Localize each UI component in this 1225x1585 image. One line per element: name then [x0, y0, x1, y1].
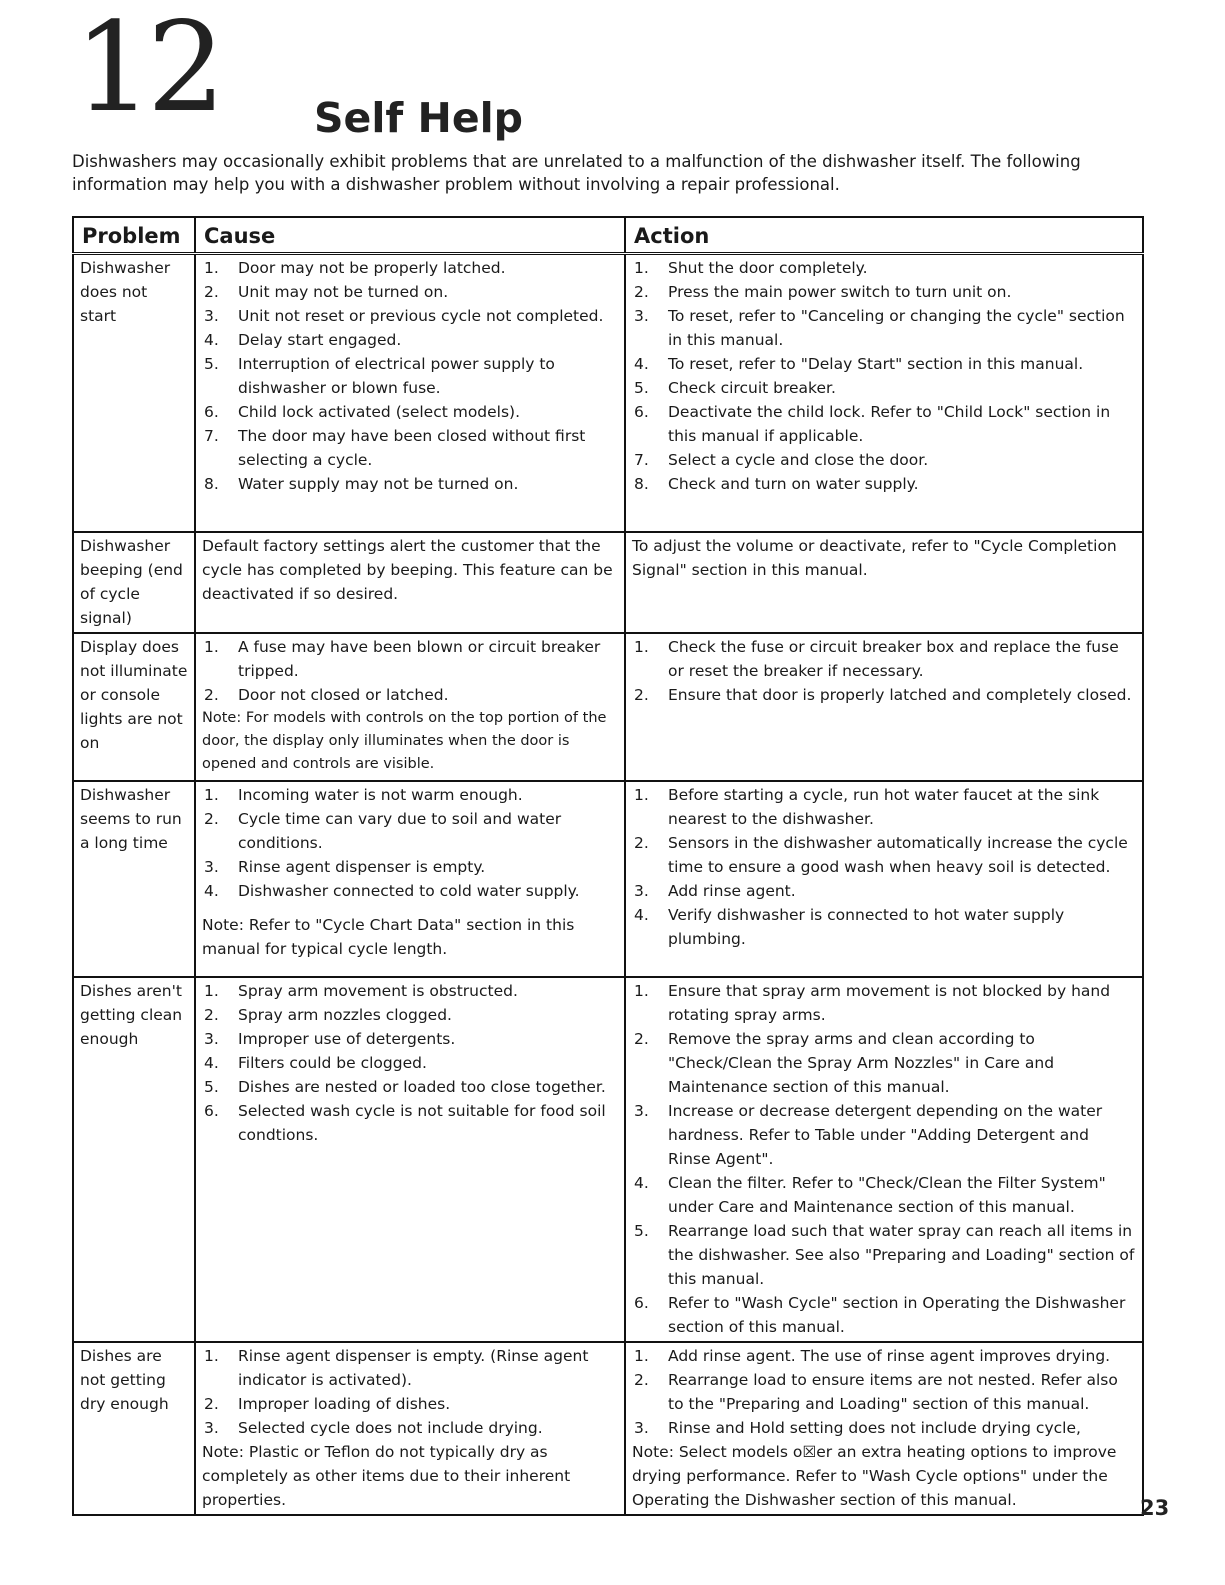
- list-item: 2. Spray arm nozzles clogged.: [204, 1005, 452, 1024]
- header-cause: Cause: [195, 217, 625, 254]
- list-item: 2. Improper loading of dishes.: [204, 1394, 451, 1413]
- cause-note: Note: For models with controls on the top portion of the door, the display only illuminates when the door is opened and controls are visible.: [202, 709, 607, 772]
- action-cell: [625, 532, 1143, 633]
- cause-text: Improper loading of dishes.: [238, 1394, 451, 1413]
- cause-text: Rinse agent dispenser is empty. (Rinse agent indicator is activated).: [238, 1346, 589, 1389]
- list-item: 2. Rearrange load to ensure items are not nested. Refer also to the "Preparing and Loading" section of this manual.: [634, 1370, 1118, 1413]
- problem-cell: Dishwasher does not start: [73, 254, 195, 532]
- cause-text: Unit not reset or previous cycle not completed.: [238, 307, 604, 325]
- cause-text: Spray arm nozzles clogged.: [238, 1005, 452, 1024]
- list-item: 1. Incoming water is not warm enough.: [204, 785, 523, 804]
- list-item: 2. Unit may not be turned on.: [204, 283, 449, 301]
- table-row: [73, 532, 1143, 633]
- cause-text: Child lock activated (select models).: [238, 403, 521, 421]
- list-item: 2. Ensure that door is properly latched and completely closed.: [634, 685, 1132, 704]
- list-item: 4. Filters could be clogged.: [204, 1053, 427, 1072]
- action-text: To reset, refer to "Delay Start" section in this manual.: [668, 355, 1084, 373]
- list-item: 4. Clean the filter. Refer to "Check/Clean the Filter System" under Care and Maintenance section of this manual.: [634, 1173, 1106, 1216]
- cause-text: Selected cycle does not include drying.: [238, 1418, 543, 1437]
- cause-list: [202, 635, 618, 707]
- table-row: [73, 633, 1143, 781]
- cause-text: Selected wash cycle is not suitable for food soil condtions.: [238, 1101, 606, 1144]
- list-item: 6. Child lock activated (select models).: [204, 403, 521, 421]
- list-item: 3. Add rinse agent.: [634, 881, 796, 900]
- cause-text: The door may have been closed without first selecting a cycle.: [238, 427, 586, 469]
- action-text: Deactivate the child lock. Refer to "Child Lock" section in this manual if applicable.: [668, 403, 1111, 445]
- list-item: 2. Door not closed or latched.: [204, 685, 449, 704]
- cause-text: Door not closed or latched.: [238, 685, 449, 704]
- cause-text: Default factory settings alert the customer that the cycle has completed by beeping. This feature can be deactivated if so desired.: [202, 536, 613, 603]
- cause-text: Water supply may not be turned on.: [238, 475, 519, 493]
- list-item: 5. Dishes are nested or loaded too close together.: [204, 1077, 606, 1096]
- list-item: 2. Sensors in the dishwasher automatically increase the cycle time to ensure a good wash when heavy soil is detected.: [634, 833, 1128, 876]
- action-list: [632, 256, 1136, 496]
- action-text: Remove the spray arms and clean according to "Check/Clean the Spray Arm Nozzles" in Care and Maintenance section of this manual.: [668, 1029, 1055, 1096]
- problem-cell: Dishwasher seems to run a long time: [73, 781, 195, 977]
- action-text: Sensors in the dishwasher automatically increase the cycle time to ensure a good wash when heavy soil is detected.: [668, 833, 1128, 876]
- action-text: Ensure that spray arm movement is not blocked by hand rotating spray arms.: [668, 981, 1111, 1024]
- action-text: Increase or decrease detergent depending on the water hardness. Refer to Table under "Adding Detergent and Rinse Agent".: [668, 1101, 1103, 1168]
- action-text: Press the main power switch to turn unit on.: [668, 283, 1012, 301]
- cause-cell: [195, 1342, 625, 1515]
- page-title: Self Help: [314, 94, 524, 142]
- list-item: 6. Refer to "Wash Cycle" section in Operating the Dishwasher section of this manual.: [634, 1293, 1126, 1336]
- cause-text: Interruption of electrical power supply to dishwasher or blown fuse.: [238, 355, 555, 397]
- cause-text: Unit may not be turned on.: [238, 283, 449, 301]
- cause-cell: [195, 532, 625, 633]
- cause-list: [202, 256, 618, 496]
- list-item: 4. Verify dishwasher is connected to hot water supply plumbing.: [634, 905, 1065, 948]
- action-list: [632, 979, 1136, 1339]
- list-item: 2. Remove the spray arms and clean according to "Check/Clean the Spray Arm Nozzles" in Care and Maintenance section of this manual.: [634, 1029, 1055, 1096]
- action-text: Check and turn on water supply.: [668, 475, 919, 493]
- action-text: Rearrange load to ensure items are not nested. Refer also to the "Preparing and Loading" section of this manual.: [668, 1370, 1118, 1413]
- action-cell: [625, 254, 1143, 532]
- intro-paragraph: Dishwashers may occasionally exhibit problems that are unrelated to a malfunction of the dishwasher itself. The following information may help you with a dishwasher problem without involving a repair professional.: [72, 152, 1081, 194]
- list-item: 1. Add rinse agent. The use of rinse agent improves drying.: [634, 1346, 1111, 1365]
- action-text: Clean the filter. Refer to "Check/Clean the Filter System" under Care and Maintenance section of this manual.: [668, 1173, 1106, 1216]
- list-item: 3. Rinse and Hold setting does not include drying cycle,: [634, 1418, 1081, 1437]
- action-note: Note: Select models o☒er an extra heating options to improve drying performance. Refer to "Wash Cycle options" under the Operating the Dishwasher section of this manual.: [632, 1442, 1117, 1509]
- list-item: 1. Before starting a cycle, run hot water faucet at the sink nearest to the dishwasher.: [634, 785, 1100, 828]
- cause-text: Cycle time can vary due to soil and water conditions.: [238, 809, 562, 852]
- list-item: 4. Dishwasher connected to cold water supply.: [204, 881, 580, 900]
- list-item: 5. Interruption of electrical power supply to dishwasher or blown fuse.: [204, 355, 555, 397]
- action-cell: [625, 633, 1143, 781]
- list-item: 3. Rinse agent dispenser is empty.: [204, 857, 486, 876]
- action-text: Select a cycle and close the door.: [668, 451, 929, 469]
- list-item: 6. Selected wash cycle is not suitable for food soil condtions.: [204, 1101, 606, 1144]
- cause-text: A fuse may have been blown or circuit breaker tripped.: [238, 637, 601, 680]
- list-item: 3. Increase or decrease detergent depending on the water hardness. Refer to Table under "Adding Detergent and Rinse Agent".: [634, 1101, 1103, 1168]
- list-item: 3. To reset, refer to "Canceling or changing the cycle" section in this manual.: [634, 307, 1125, 349]
- cause-cell: [195, 633, 625, 781]
- list-item: 7. Select a cycle and close the door.: [634, 451, 929, 469]
- cause-text: Incoming water is not warm enough.: [238, 785, 523, 804]
- table-row: [73, 977, 1143, 1342]
- problem-cell: Dishes aren't getting clean enough: [73, 977, 195, 1342]
- action-list: [632, 783, 1136, 951]
- cause-note: Note: Refer to "Cycle Chart Data" section in this manual for typical cycle length.: [202, 915, 575, 958]
- list-item: 5. Rearrange load such that water spray can reach all items in the dishwasher. See also "Preparing and Loading" section of this manual.: [634, 1221, 1135, 1288]
- page-number: 23: [1140, 1496, 1170, 1520]
- cause-text: Door may not be properly latched.: [238, 259, 506, 277]
- action-text: Verify dishwasher is connected to hot water supply plumbing.: [668, 905, 1065, 948]
- cause-text: Improper use of detergents.: [238, 1029, 456, 1048]
- action-text: Add rinse agent. The use of rinse agent improves drying.: [668, 1346, 1111, 1365]
- cause-text: Spray arm movement is obstructed.: [238, 981, 518, 1000]
- action-cell: [625, 977, 1143, 1342]
- action-text: Ensure that door is properly latched and completely closed.: [668, 685, 1132, 704]
- list-item: 4. Delay start engaged.: [204, 331, 402, 349]
- cause-text: Dishes are nested or loaded too close together.: [238, 1077, 606, 1096]
- list-item: 4. To reset, refer to "Delay Start" section in this manual.: [634, 355, 1084, 373]
- cause-cell: [195, 781, 625, 977]
- cause-text: Dishwasher connected to cold water supply.: [238, 881, 580, 900]
- list-item: 3. Selected cycle does not include drying.: [204, 1418, 543, 1437]
- list-item: 3. Unit not reset or previous cycle not completed.: [204, 307, 604, 325]
- header-action: Action: [625, 217, 1143, 254]
- table-row: [73, 781, 1143, 977]
- action-text: Check circuit breaker.: [668, 379, 836, 397]
- cause-text: Delay start engaged.: [238, 331, 402, 349]
- cause-list: [202, 979, 618, 1147]
- action-cell: [625, 1342, 1143, 1515]
- list-item: 7. The door may have been closed without first selecting a cycle.: [204, 427, 586, 469]
- cause-cell: [195, 254, 625, 532]
- list-item: 1. Spray arm movement is obstructed.: [204, 981, 518, 1000]
- action-text: To adjust the volume or deactivate, refer to "Cycle Completion Signal" section in this manual.: [632, 536, 1117, 579]
- table-header-row: [73, 217, 1143, 254]
- action-text: Rinse and Hold setting does not include drying cycle,: [668, 1418, 1081, 1437]
- cause-cell: [195, 977, 625, 1342]
- cause-note: Note: Plastic or Teflon do not typically dry as completely as other items due to their inherent properties.: [202, 1442, 571, 1509]
- action-list: [632, 635, 1136, 707]
- table-row: [73, 254, 1143, 532]
- cause-list: [202, 783, 618, 903]
- action-text: Rearrange load such that water spray can reach all items in the dishwasher. See also "Preparing and Loading" section of this manual.: [668, 1221, 1135, 1288]
- list-item: 1. Shut the door completely.: [634, 259, 868, 277]
- list-item: 1. Door may not be properly latched.: [204, 259, 506, 277]
- table-row: [73, 1342, 1143, 1515]
- list-item: 5. Check circuit breaker.: [634, 379, 836, 397]
- action-text: Shut the door completely.: [668, 259, 868, 277]
- action-text: Check the fuse or circuit breaker box and replace the fuse or reset the breaker if necessary.: [668, 637, 1119, 680]
- problem-cell: Display does not illuminate or console lights are not on: [73, 633, 195, 781]
- header-problem: Problem: [73, 217, 195, 254]
- list-item: 2. Press the main power switch to turn unit on.: [634, 283, 1012, 301]
- list-item: 1. A fuse may have been blown or circuit breaker tripped.: [204, 637, 601, 680]
- list-item: 1. Rinse agent dispenser is empty. (Rinse agent indicator is activated).: [204, 1346, 589, 1389]
- problem-cell: Dishes are not getting dry enough: [73, 1342, 195, 1515]
- list-item: 8. Check and turn on water supply.: [634, 475, 919, 493]
- list-item: 6. Deactivate the child lock. Refer to "Child Lock" section in this manual if applicable.: [634, 403, 1111, 445]
- list-item: 3. Improper use of detergents.: [204, 1029, 456, 1048]
- list-item: 1. Ensure that spray arm movement is not blocked by hand rotating spray arms.: [634, 981, 1111, 1024]
- action-text: Add rinse agent.: [668, 881, 796, 900]
- action-text: Refer to "Wash Cycle" section in Operating the Dishwasher section of this manual.: [668, 1293, 1126, 1336]
- list-item: 2. Cycle time can vary due to soil and water conditions.: [204, 809, 562, 852]
- cause-list: [202, 1344, 618, 1440]
- action-list: [632, 1344, 1136, 1440]
- cause-text: Rinse agent dispenser is empty.: [238, 857, 486, 876]
- action-text: Before starting a cycle, run hot water faucet at the sink nearest to the dishwasher.: [668, 785, 1100, 828]
- list-item: 8. Water supply may not be turned on.: [204, 475, 519, 493]
- list-item: 1. Check the fuse or circuit breaker box and replace the fuse or reset the breaker if necessary.: [634, 637, 1119, 680]
- problem-cell: Dishwasher beeping (end of cycle signal): [73, 532, 195, 633]
- chapter-number: 12: [74, 0, 220, 140]
- action-cell: [625, 781, 1143, 977]
- troubleshooting-table: [72, 216, 1144, 1516]
- action-text: To reset, refer to "Canceling or changing the cycle" section in this manual.: [668, 307, 1125, 349]
- cause-text: Filters could be clogged.: [238, 1053, 427, 1072]
